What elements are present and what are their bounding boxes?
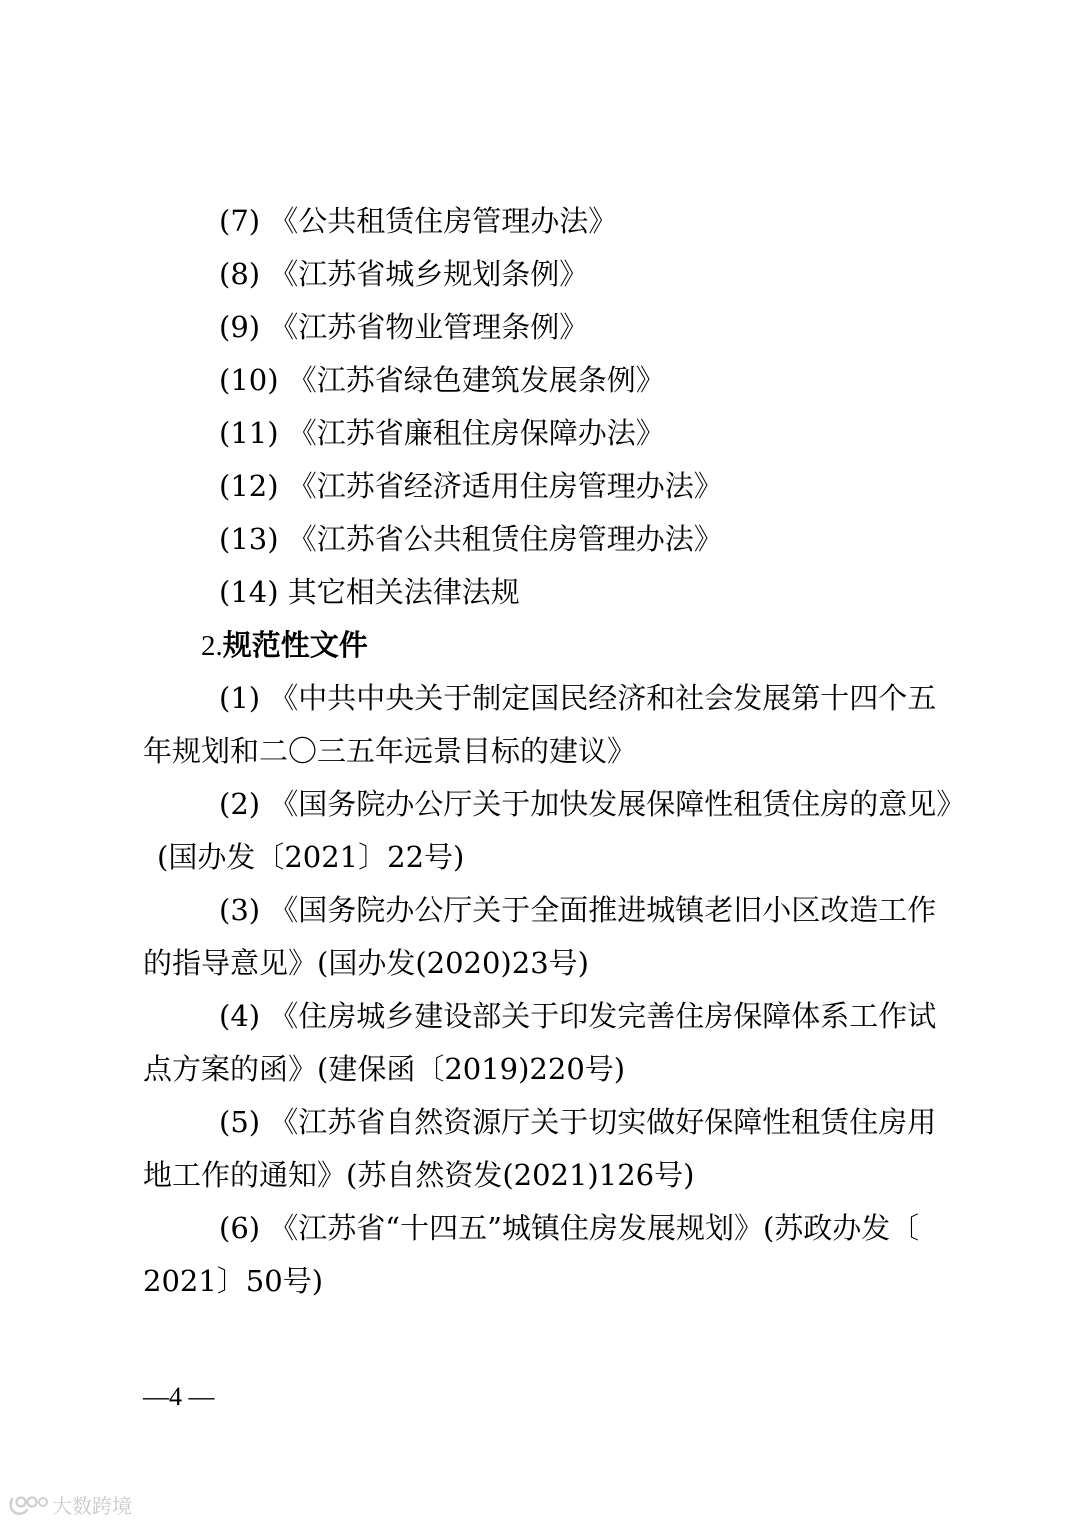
document-item-5-line-1: (5) 《江苏省自然资源厅关于切实做好保障性租赁住房用 <box>219 1105 937 1139</box>
document-item-2-line-2: (国办发〔2021〕22号) <box>157 840 465 874</box>
section-title: 规范性文件 <box>222 628 368 662</box>
document-item-2-line-1: (2) 《国务院办公厅关于加快发展保障性租赁住房的意见》 <box>219 787 966 821</box>
document-item-5-line-2: 地工作的通知》(苏自然资发(2021)126号) <box>143 1158 695 1192</box>
document-item-1-line-2: 年规划和二〇三五年远景目标的建议》 <box>143 734 637 768</box>
brand-logo-icon <box>8 1493 48 1517</box>
law-item-9: (9) 《江苏省物业管理条例》 <box>219 310 589 344</box>
document-body <box>143 195 966 1308</box>
law-item-13: (13) 《江苏省公共租赁住房管理办法》 <box>219 522 723 556</box>
watermark-text: 大数跨境 <box>52 1494 132 1518</box>
law-item-12: (12) 《江苏省经济适用住房管理办法》 <box>219 469 723 503</box>
document-item-1-line-1: (1) 《中共中央关于制定国民经济和社会发展第十四个五 <box>219 681 937 715</box>
law-item-10: (10) 《江苏省绿色建筑发展条例》 <box>219 363 665 397</box>
law-item-14: (14) 其它相关法律法规 <box>219 575 520 609</box>
document-item-3-line-1: (3) 《国务院办公厅关于全面推进城镇老旧小区改造工作 <box>219 893 937 927</box>
document-item-4-line-1: (4) 《住房城乡建设部关于印发完善住房保障体系工作试 <box>219 999 937 1033</box>
watermark <box>8 1490 132 1519</box>
law-item-7: (7) 《公共租赁住房管理办法》 <box>219 204 618 238</box>
document-item-6-line-1: (6) 《江苏省“十四五”城镇住房发展规划》(苏政办发〔 <box>219 1211 920 1245</box>
section-number: 2. <box>201 630 223 662</box>
document-item-3-line-2: 的指导意见》(国办发(2020)23号) <box>143 946 589 980</box>
document-item-4-line-2: 点方案的函》(建保函〔2019)220号) <box>143 1052 626 1086</box>
page-number: —4 — <box>143 1382 215 1411</box>
law-item-8: (8) 《江苏省城乡规划条例》 <box>219 257 589 291</box>
law-item-11: (11) 《江苏省廉租住房保障办法》 <box>219 416 665 450</box>
section-heading <box>143 619 958 672</box>
document-item-6-line-2: 2021〕50号) <box>143 1264 324 1298</box>
